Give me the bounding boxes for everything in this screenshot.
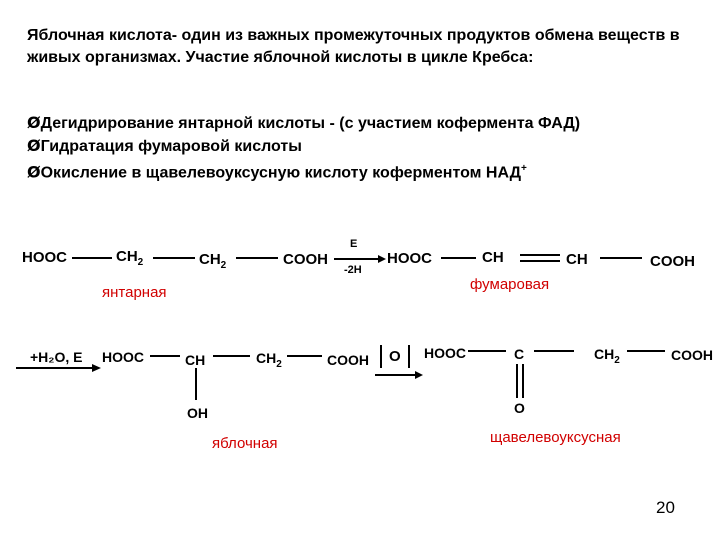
hooc-group: HOOC	[22, 249, 67, 266]
cooh-group: COOH	[650, 253, 695, 270]
bullet-text: Окисление в щавелевоуксусную кислоту коферментом НАД	[40, 164, 522, 182]
ch2-group: $CH_2$	[116, 248, 144, 268]
hydration-reagent: +H₂O, E	[30, 349, 83, 365]
ch2-group: $CH_2$	[594, 346, 620, 366]
hooc-group: HOOC	[387, 250, 432, 267]
nad-superscript: +	[521, 163, 527, 174]
enzyme-condition: E	[350, 238, 358, 250]
bullet-arrow-icon: Ø	[27, 113, 41, 132]
page-number: 20	[656, 498, 675, 517]
bullet-text: Гидратация фумаровой кислоты	[40, 138, 302, 155]
cooh-group: COOH	[283, 251, 328, 268]
ch2-group: $CH_2$	[256, 350, 282, 370]
carbonyl-oxygen: O	[514, 400, 525, 416]
ch2-group: $CH_2$	[199, 251, 227, 271]
cooh-group: COOH	[671, 347, 713, 363]
arrow-head-icon	[92, 364, 101, 372]
oxidation-oxygen: O	[389, 348, 401, 365]
ch-group: CH	[566, 251, 588, 268]
arrow-head-icon	[415, 371, 423, 379]
carbonyl-carbon: C	[514, 346, 525, 362]
succinic-acid-name: янтарная	[102, 284, 167, 301]
hooc-group: HOOC	[102, 349, 144, 365]
slide-title: Яблочная кислота- один из важных промежуточных продуктов обмена веществ в живых организмах. Участие яблочной кислоты в цикле Кребса:	[27, 27, 680, 66]
cooh-group: COOH	[327, 352, 369, 368]
arrow-head-icon	[378, 255, 386, 263]
bullet-arrow-icon: Ø	[27, 136, 41, 155]
fumaric-acid-name: фумаровая	[470, 276, 550, 293]
hooc-group: HOOC	[424, 345, 466, 361]
bullet-text: Дегидрирование янтарной кислоты - (с участием кофермента ФАД)	[40, 115, 581, 132]
hydroxyl-group: OH	[187, 405, 208, 421]
dehydrogenation-condition: -2H	[344, 264, 362, 276]
ch-group: CH	[482, 249, 504, 266]
oxaloacetic-acid-name: щавелевоуксусная	[490, 429, 621, 446]
bullet-arrow-icon: Ø	[27, 162, 41, 182]
ch-group: CH	[185, 352, 206, 368]
malic-acid-name: яблочная	[212, 435, 278, 452]
